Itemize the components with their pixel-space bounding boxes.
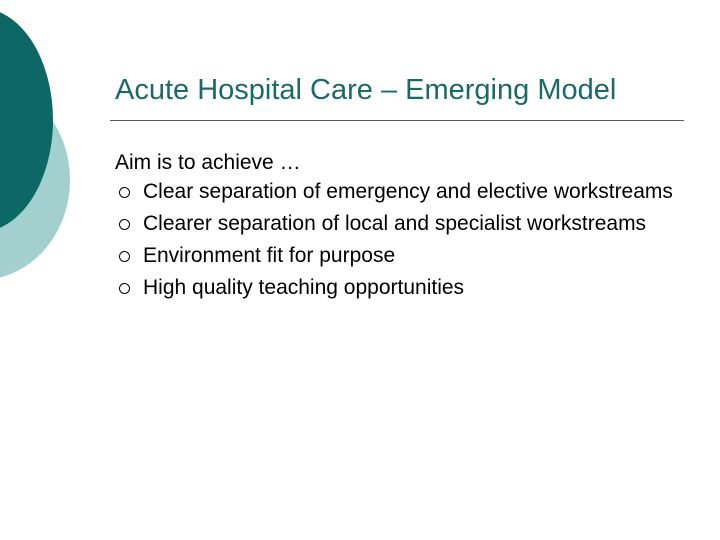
bullet-text: Clearer separation of local and specialist workstreams (143, 212, 647, 235)
hollow-circle-icon (119, 251, 130, 262)
hollow-circle-icon (119, 283, 130, 294)
slide-body (115, 150, 675, 304)
hollow-circle-icon (119, 219, 130, 230)
bullet-item (115, 240, 675, 272)
decorative-circles (0, 0, 110, 300)
bullet-text: High quality teaching opportunities (143, 276, 465, 299)
bullet-list (115, 176, 675, 304)
slide-title: Acute Hospital Care – Emerging Model (115, 74, 617, 106)
title-divider (110, 120, 684, 121)
intro-text: Aim is to achieve … (115, 151, 301, 174)
bullet-text: Clear separation of emergency and elective workstreams (143, 180, 673, 203)
hollow-circle-icon (119, 187, 130, 198)
bullet-item (115, 272, 675, 304)
bullet-text: Environment fit for purpose (143, 244, 396, 267)
bullet-item (115, 208, 675, 240)
bullet-item (115, 176, 675, 208)
